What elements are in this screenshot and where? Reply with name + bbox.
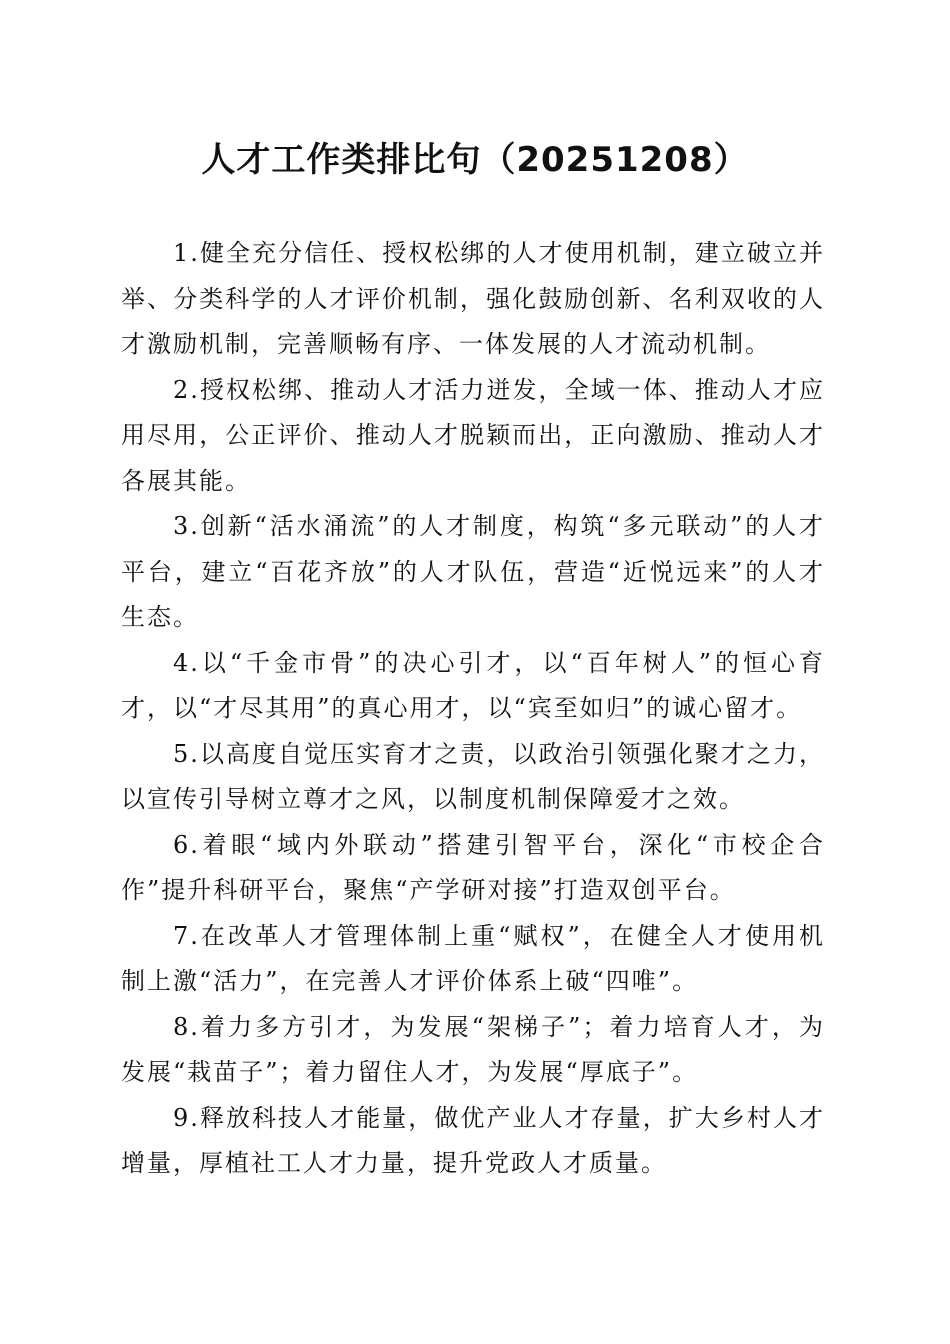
paragraph-1: 1.健全充分信任、授权松绑的人才使用机制，建立破立并举、分类科学的人才评价机制，强化鼓励创新、名利双收的人才激励机制，完善顺畅有序、一体发展的人才流动机制。 bbox=[121, 239, 825, 358]
paragraph-8: 8.着力多方引才，为发展“架梯子”；着力培育人才，为发展“栽苗子”；着力留住人才，为发展“厚底子”。 bbox=[121, 1012, 825, 1086]
document-body bbox=[121, 231, 825, 1187]
paragraph-4: 4.以“千金市骨”的决心引才，以“百年树人”的恒心育才，以“才尽其用”的真心用才，以“宾至如归”的诚心留才。 bbox=[121, 648, 825, 722]
paragraph-5: 5.以高度自觉压实育才之责，以政治引领强化聚才之力，以宣传引导树立尊才之风，以制度机制保障爱才之效。 bbox=[121, 739, 825, 813]
paragraph-2: 2.授权松绑、推动人才活力迸发，全域一体、推动人才应用尽用，公正评价、推动人才脱颖而出，正向激励、推动人才各展其能。 bbox=[121, 375, 825, 495]
paragraph-3: 3.创新“活水涌流”的人才制度，构筑“多元联动”的人才平台，建立“百花齐放”的人才队伍，营造“近悦远来”的人才生态。 bbox=[121, 512, 825, 631]
document-title: 人才工作类排比句（20251208） bbox=[201, 140, 749, 180]
paragraph-6: 6.着眼“域内外联动”搭建引智平台，深化“市校企合作”提升科研平台，聚焦“产学研对接”打造双创平台。 bbox=[121, 830, 825, 904]
paragraph-9: 9.释放科技人才能量，做优产业人才存量，扩大乡村人才增量，厚植社工人才力量，提升党政人才质量。 bbox=[121, 1103, 825, 1177]
paragraph-7: 7.在改革人才管理体制上重“赋权”，在健全人才使用机制上激“活力”，在完善人才评价体系上破“四唯”。 bbox=[121, 921, 825, 995]
